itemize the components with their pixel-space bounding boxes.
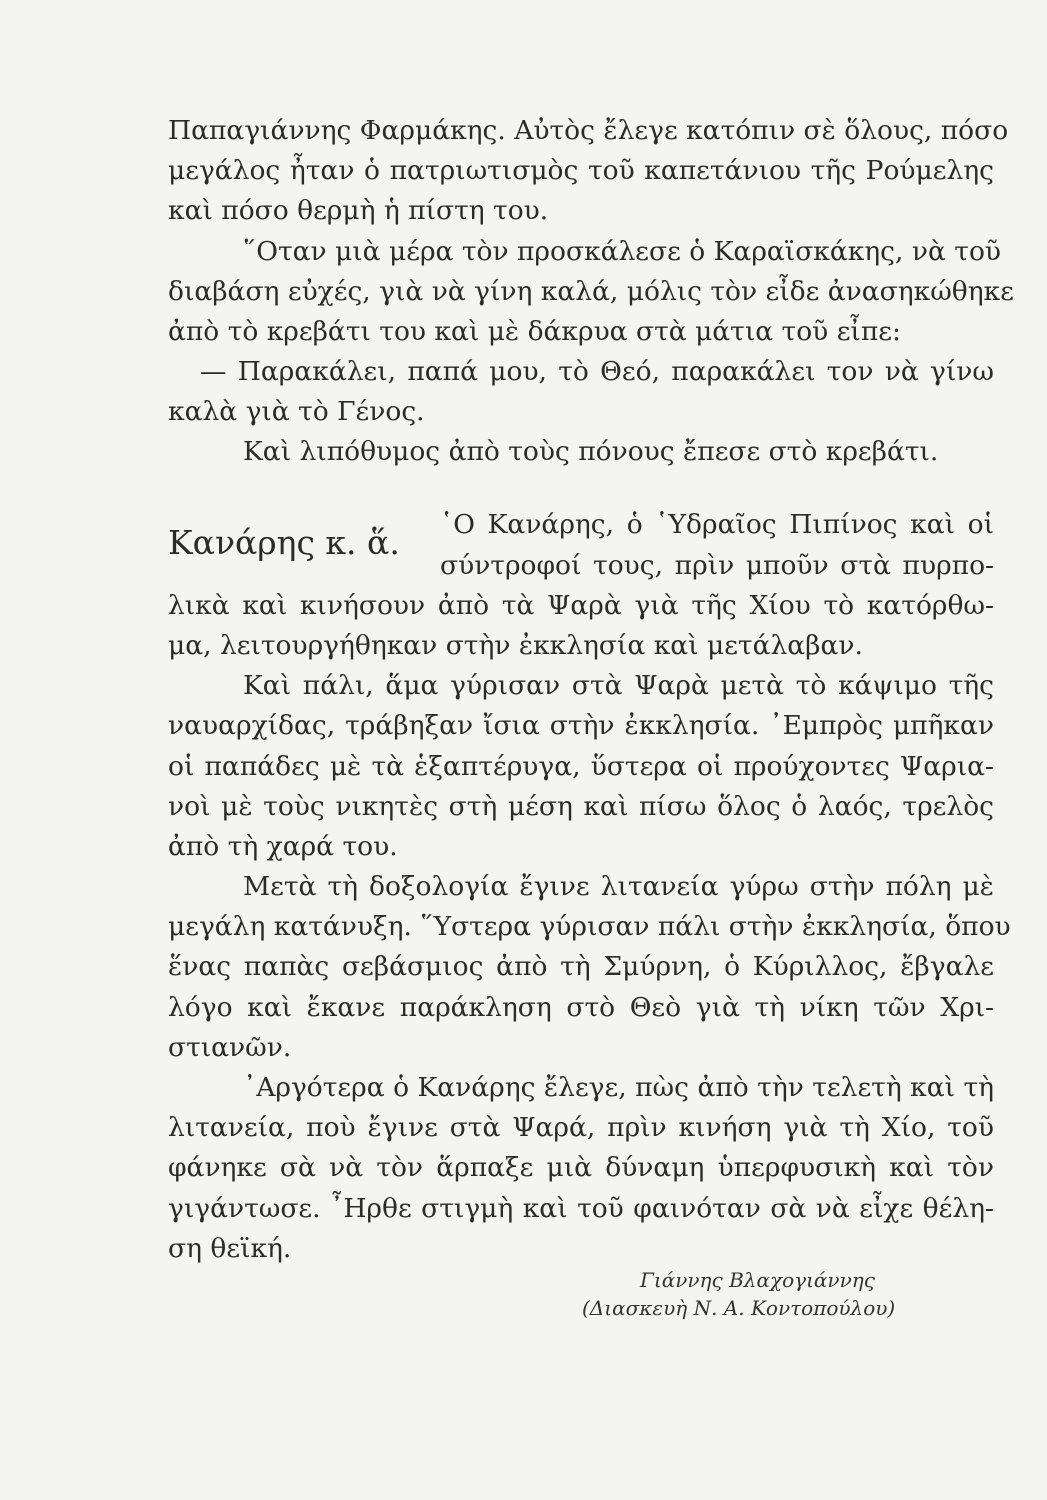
text-line: διαβάση εὐχές, γιὰ νὰ γίνη καλά, μόλις τὸν εἶδε ἀνασηκώθηκε (168, 276, 1014, 307)
text-line: Παπαγιάννης Φαρμάκης. Αὐτὸς ἔλεγε κατόπιν σὲ ὅλους, πόσο (168, 115, 1009, 146)
text-line: Καὶ πάλι, ἅμα γύρισαν στὰ Ψαρὰ μετὰ τὸ κάψιμο τῆς (243, 670, 994, 701)
text-line: ἕνας παπὰς σεβάσμιος ἀπὸ τὴ Σμύρνη, ὁ Κύριλλος, ἔβγαλε (168, 951, 994, 982)
text-line: ἀπὸ τὴ χαρά του. (168, 831, 398, 862)
text-line: ᾿Αργότερα ὁ Κανάρης ἔλεγε, πὼς ἀπὸ τὴν τελετὴ καὶ τὴ (243, 1072, 994, 1103)
text-line: ση θεϊκή. (168, 1233, 292, 1264)
text-line: σύντροφοί τους, πρὶν μποῦν στὰ πυρπο- (440, 550, 994, 581)
section-side-heading: Κανάρης κ. ἅ. (168, 523, 400, 562)
text-line: μεγάλη κατάνυξη. ῞Υστερα γύρισαν πάλι στὴν ἐκκλησία, ὅπου (168, 911, 1011, 942)
text-line: ῾Ο Κανάρης, ὁ ῾Υδραῖος Πιπίνος καὶ οἱ (440, 509, 994, 540)
text-line: ἀπὸ τὸ κρεβάτι του καὶ μὲ δάκρυα στὰ μάτια τοῦ εἶπε: (168, 316, 901, 347)
author-signature: Γιάννης Βλαχογιάννης (640, 1268, 875, 1292)
text-line: Καὶ λιπόθυμος ἀπὸ τοὺς πόνους ἔπεσε στὸ κρεβάτι. (243, 436, 939, 467)
text-line: μεγάλος ἦταν ὁ πατριωτισμὸς τοῦ καπετάνιου τῆς Ρούμελης (168, 155, 994, 186)
text-line: στιανῶν. (168, 1032, 292, 1063)
text-line: οἱ παπάδες μὲ τὰ ἑξαπτέρυγα, ὕστερα οἱ προύχοντες Ψαρια- (168, 751, 994, 782)
text-line: μα, λειτουργήθηκαν στὴν ἐκκλησία καὶ μετάλαβαν. (168, 630, 863, 661)
text-line: ναυαρχίδας, τράβηξαν ἴσια στὴν ἐκκλησία. ᾿Εμπρὸς μπῆκαν (168, 710, 994, 741)
text-line: λικὰ καὶ κινήσουν ἀπὸ τὰ Ψαρὰ γιὰ τῆς Χίου τὸ κατόρθω- (168, 590, 994, 621)
dialogue-line: — Παρακάλει, παπά μου, τὸ Θεό, παρακάλει τον νὰ γίνω (200, 356, 994, 387)
text-line: καὶ πόσο θερμὴ ἡ πίστη του. (168, 195, 549, 226)
text-line: νοὶ μὲ τοὺς νικητὲς στὴ μέση καὶ πίσω ὅλος ὁ λαός, τρελὸς (168, 791, 994, 822)
text-line: ῞Οταν μιὰ μέρα τὸν προσκάλεσε ὁ Καραϊσκάκης, νὰ τοῦ (243, 236, 1002, 267)
text-line: λόγο καὶ ἔκανε παράκληση στὸ Θεὸ γιὰ τὴ νίκη τῶν Χρι- (168, 992, 994, 1023)
text-line: Μετὰ τὴ δοξολογία ἔγινε λιτανεία γύρω στὴν πόλη μὲ (243, 871, 994, 902)
text-line: γιγάντωσε. ῏Ηρθε στιγμὴ καὶ τοῦ φαινόταν σὰ νὰ εἶχε θέλη- (168, 1193, 994, 1224)
text-line: λιτανεία, ποὺ ἔγινε στὰ Ψαρά, πρὶν κινήση γιὰ τὴ Χίο, τοῦ (168, 1112, 994, 1143)
text-line: καλὰ γιὰ τὸ Γένος. (168, 396, 425, 427)
text-line: φάνηκε σὰ νὰ τὸν ἅρπαξε μιὰ δύναμη ὑπερφυσικὴ καὶ τὸν (168, 1152, 994, 1183)
adaptation-credit: (Διασκευὴ Ν. Α. Κοντοπούλου) (582, 1296, 896, 1320)
